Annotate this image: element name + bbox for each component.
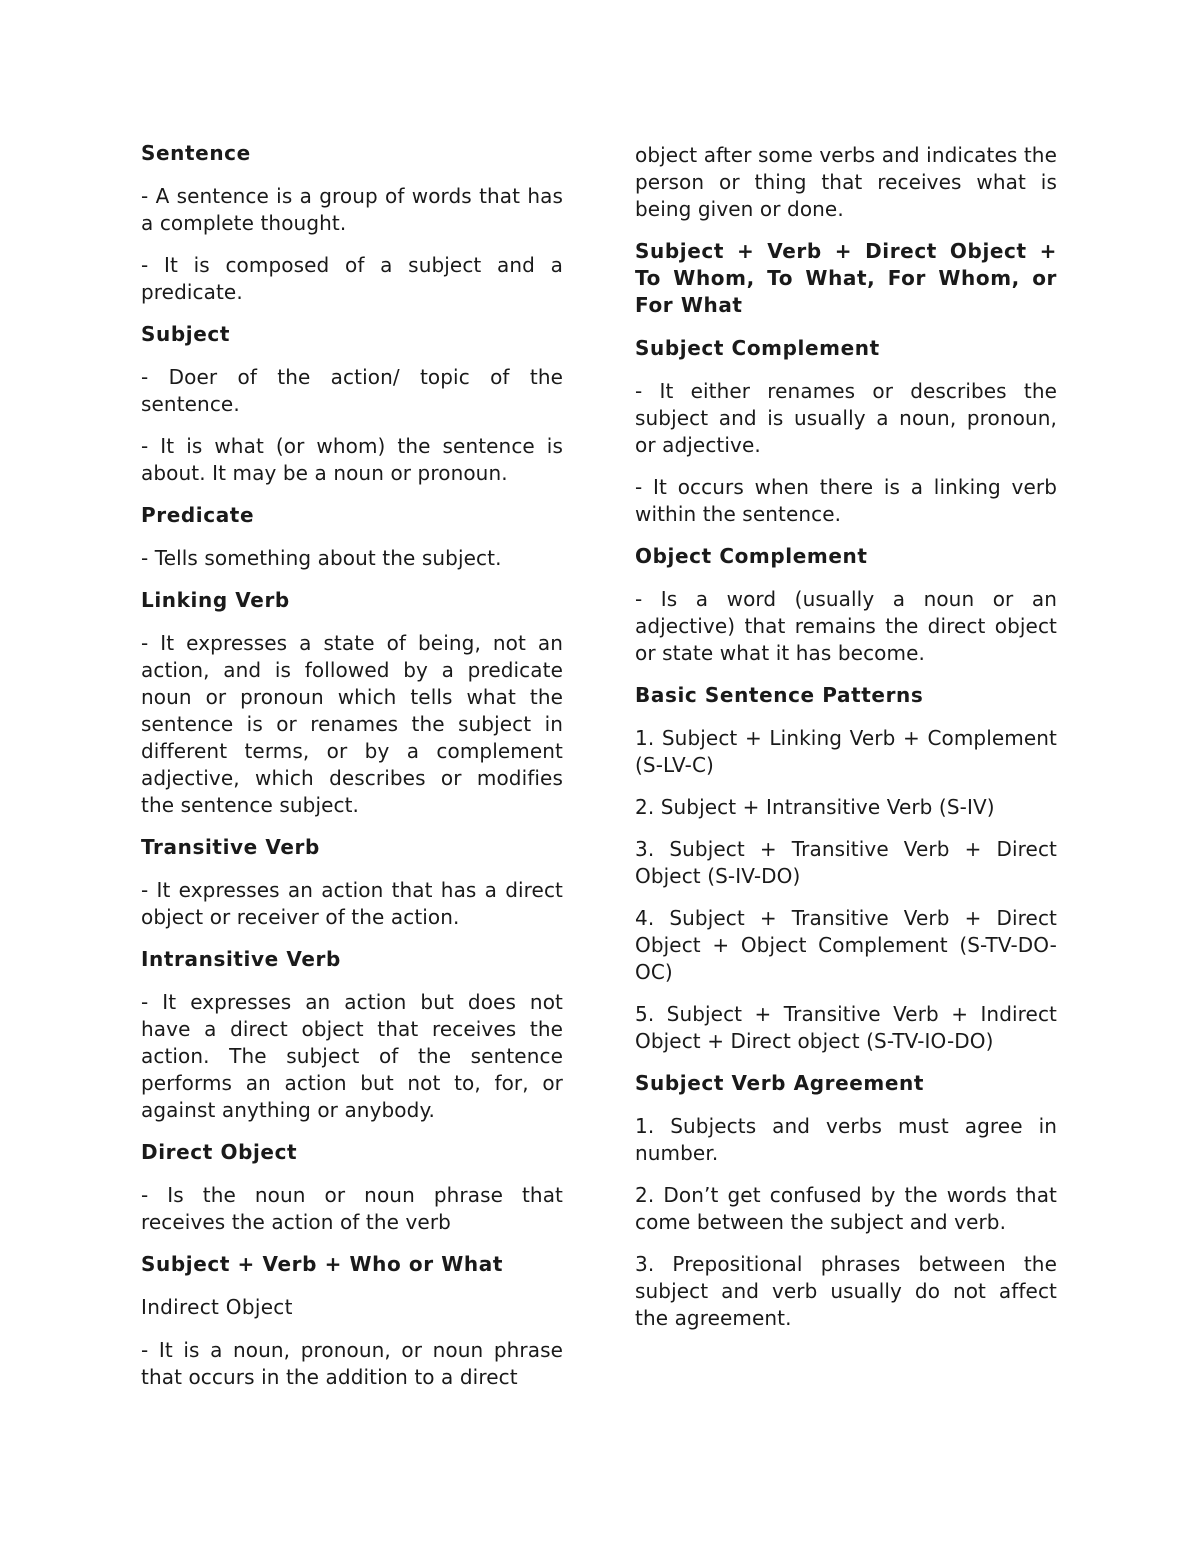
paragraph: - Doer of the action/ topic of the sentence. (141, 365, 563, 416)
paragraph: - It expresses an action that has a direct object or receiver of the action. (141, 878, 563, 929)
section-heading-subject: Subject (141, 322, 230, 346)
section-heading-linking-verb: Linking Verb (141, 588, 290, 612)
paragraph: - It expresses a state of being, not an action, and is followed by a predicate noun or pronoun which tells what the sentence is or renames the subject in different terms, or by a complement adjective, which describes or modifies the sentence subject. (141, 631, 563, 817)
paragraph: 1. Subject + Linking Verb + Complement (S-LV-C) (635, 726, 1057, 777)
section-heading-sentence: Sentence (141, 141, 251, 165)
paragraph: 4. Subject + Transitive Verb + Direct Object + Object Complement (S-TV-DO-OC) (635, 906, 1057, 984)
paragraph: 2. Don’t get confused by the words that come between the subject and verb. (635, 1183, 1057, 1234)
section-heading-subject-verb-who-or-what: Subject + Verb + Who or What (141, 1252, 504, 1276)
paragraph: - It expresses an action but does not have a direct object that receives the action. The subject of the sentence performs an action but not to, for, or against anything or anybody. (141, 990, 563, 1122)
section-heading-intransitive-verb: Intransitive Verb (141, 947, 341, 971)
paragraph: - Is the noun or noun phrase that receives the action of the verb (141, 1183, 563, 1234)
section-heading-subject-complement: Subject Complement (635, 336, 880, 360)
paragraph: - It occurs when there is a linking verb within the sentence. (635, 475, 1057, 526)
paragraph: 5. Subject + Transitive Verb + Indirect Object + Direct object (S-TV-IO-DO) (635, 1002, 1057, 1053)
paragraph: object after some verbs and indicates the person or thing that receives what is being given or done. (635, 143, 1057, 221)
left-column (141, 140, 563, 1406)
section-heading-predicate: Predicate (141, 503, 255, 527)
paragraph: 3. Prepositional phrases between the subject and verb usually do not affect the agreement. (635, 1252, 1057, 1330)
right-column (635, 142, 1057, 1347)
section-heading-transitive-verb: Transitive Verb (141, 835, 320, 859)
paragraph: - Is a word (usually a noun or an adjective) that remains the direct object or state what it has become. (635, 587, 1057, 665)
section-heading-subject-verb-agreement: Subject Verb Agreement (635, 1071, 925, 1095)
paragraph: - A sentence is a group of words that has a complete thought. (141, 184, 563, 235)
section-heading-object-complement: Object Complement (635, 544, 868, 568)
paragraph: - It is a noun, pronoun, or noun phrase that occurs in the addition to a direct (141, 1338, 563, 1389)
section-heading-basic-sentence-patterns: Basic Sentence Patterns (635, 683, 924, 707)
section-heading-subject-verb-direct-object-to-whom-to-wh: Subject + Verb + Direct Object + To Whom, To What, For Whom, or For What (635, 239, 1057, 317)
section-heading-indirect-object: Indirect Object (141, 1295, 293, 1319)
paragraph: - It is what (or whom) the sentence is about. It may be a noun or pronoun. (141, 434, 563, 485)
paragraph: - It either renames or describes the subject and is usually a noun, pronoun, or adjective. (635, 379, 1057, 457)
section-heading-direct-object: Direct Object (141, 1140, 298, 1164)
paragraph: - It is composed of a subject and a predicate. (141, 253, 563, 304)
paragraph: - Tells something about the subject. (141, 546, 502, 570)
paragraph: 1. Subjects and verbs must agree in number. (635, 1114, 1057, 1165)
paragraph: 2. Subject + Intransitive Verb (S-IV) (635, 795, 995, 819)
paragraph: 3. Subject + Transitive Verb + Direct Object (S-IV-DO) (635, 837, 1057, 888)
